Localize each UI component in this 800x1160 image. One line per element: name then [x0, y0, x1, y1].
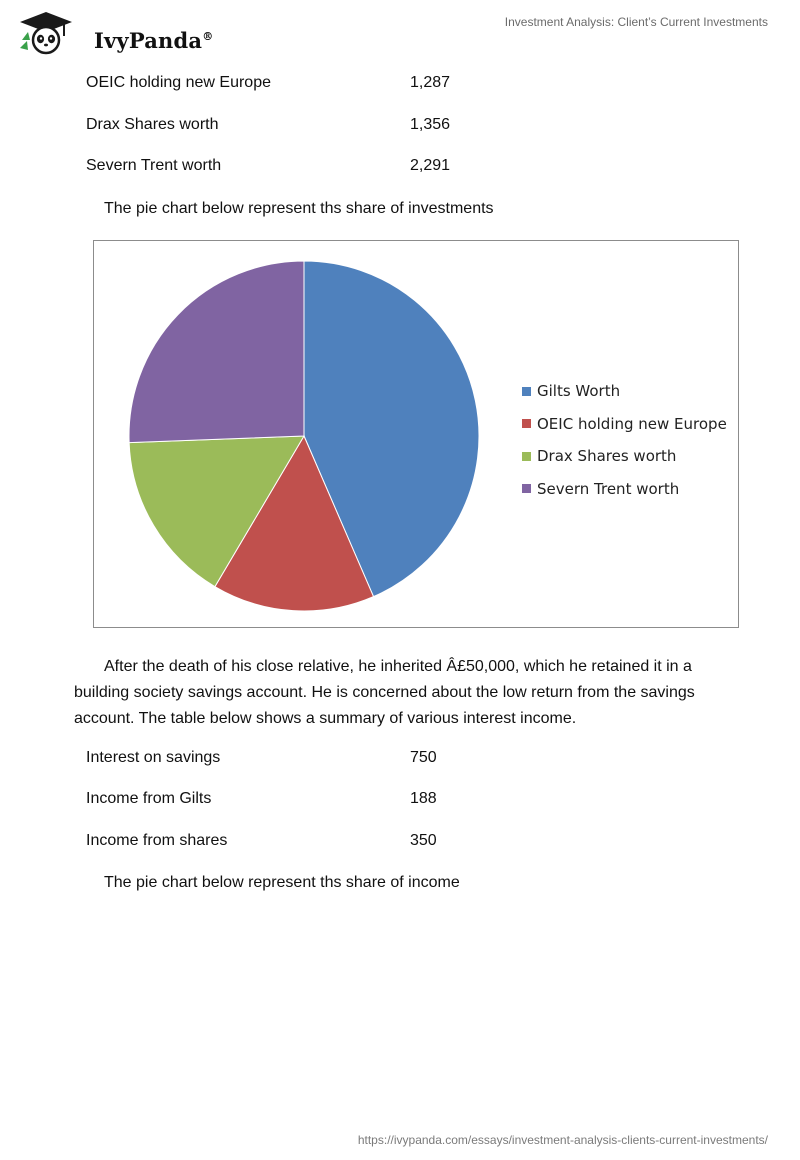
row-value: 750 [410, 749, 437, 766]
row-value: 1,356 [410, 116, 451, 133]
pie-slice-severn-trent-worth [129, 261, 304, 443]
legend-item [522, 473, 727, 506]
row-label: OEIC holding new Europe [86, 74, 271, 91]
row-value: 188 [410, 790, 437, 807]
row-value: 350 [410, 832, 437, 849]
body-paragraph: After the death of his close relative, he inherited Â£50,000, which he retained it in a building society savings account. He is concerned about the low return from the savings account. The table below shows a summary of various interest income. [74, 658, 695, 727]
income-intro-text: The pie chart below represent ths share of income [104, 874, 460, 891]
legend-item [522, 408, 727, 441]
row-label: Drax Shares worth [86, 116, 219, 133]
legend-label: Drax Shares worth [537, 447, 677, 466]
legend-swatch [522, 452, 531, 461]
table-row [86, 74, 451, 92]
legend-item [522, 440, 727, 473]
chart-intro-text: The pie chart below represent ths share of investments [104, 200, 494, 217]
legend-label: OEIC holding new Europe [537, 414, 727, 433]
table-row [86, 832, 437, 850]
page-header [0, 0, 800, 60]
brand-name: IvyPanda® [94, 28, 214, 53]
row-label: Severn Trent worth [86, 157, 222, 174]
page-title: Investment Analysis: Client’s Current Investments [504, 15, 768, 29]
legend-swatch [522, 484, 531, 493]
legend-label: Gilts Worth [537, 382, 621, 401]
ivypanda-logo[interactable] [16, 10, 216, 56]
row-label: Interest on savings [86, 749, 221, 766]
row-label: Income from Gilts [86, 790, 212, 807]
legend-swatch [522, 387, 531, 396]
table-row [86, 157, 451, 175]
legend-swatch [522, 419, 531, 428]
chart-legend [522, 375, 727, 505]
panda-graduate-icon [16, 10, 76, 56]
source-url-link[interactable]: https://ivypanda.com/essays/investment-analysis-clients-current-investments/ [357, 1133, 768, 1147]
legend-label: Severn Trent worth [537, 479, 680, 498]
investment-pie-chart [93, 240, 739, 628]
table-row [86, 790, 437, 808]
row-value: 1,287 [410, 74, 451, 91]
table-row [86, 116, 451, 134]
table-row [86, 749, 437, 767]
legend-item [522, 375, 727, 408]
row-value: 2,291 [410, 157, 451, 174]
row-label: Income from shares [86, 832, 228, 849]
